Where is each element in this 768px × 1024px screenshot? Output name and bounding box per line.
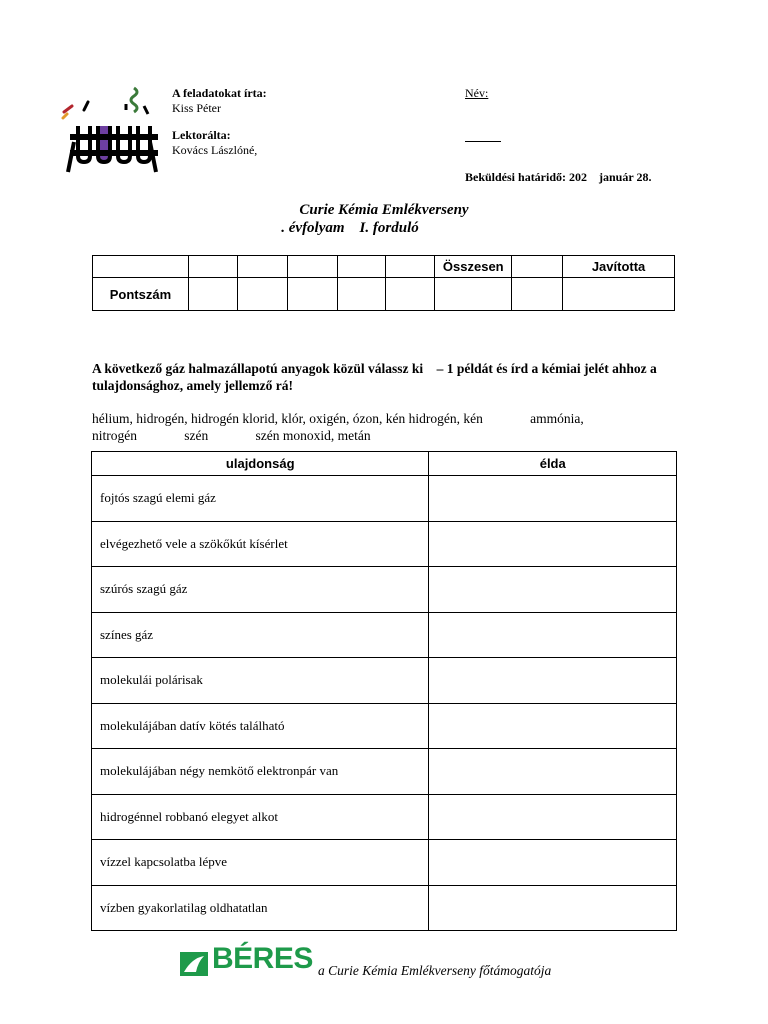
checked-by-cell <box>563 278 675 311</box>
score-cell <box>237 278 287 311</box>
property-cell: molekulájában négy nemkötő elektronpár van <box>92 749 429 795</box>
sponsor-tagline: a Curie Kémia Emlékverseny főtámogatója <box>318 963 552 978</box>
answer-cell[interactable] <box>429 703 677 749</box>
competition-title: Curie Kémia Emlékverseny <box>299 202 469 218</box>
deadline-text: Beküldési határidő: 202 január 28. <box>465 170 652 184</box>
property-cell: molekulái polárisak <box>92 658 429 704</box>
author-name: Kiss Péter <box>172 101 221 115</box>
property-cell: vízzel kapcsolatba lépve <box>92 840 429 886</box>
score-cell <box>287 278 337 311</box>
beres-logo-icon <box>180 952 208 976</box>
answer-cell[interactable] <box>429 521 677 567</box>
answer-cell[interactable] <box>429 794 677 840</box>
score-cell <box>93 256 189 278</box>
substance-list-line-1: hélium, hidrogén, hidrogén klorid, klór, oxigén, ózon, kén hidrogén, kén ammónia, <box>92 411 584 426</box>
points-label: Pontszám <box>93 278 189 311</box>
round-title: . évfolyam I. forduló <box>281 220 419 236</box>
substance-list-line-2: nitrogén szén szén monoxid, metán <box>92 428 371 443</box>
property-cell: vízben gyakorlatilag oldhatatlan <box>92 885 429 931</box>
property-cell: molekulájában datív kötés található <box>92 703 429 749</box>
name-label: Név: <box>465 86 489 100</box>
checked-by-header: Javította <box>563 256 675 278</box>
task-instruction: A következő gáz halmazállapotú anyagok közül válassz ki – 1 példát és írd a kémiai jelét ahhoz a tulajdonsághoz, amely jellemző rá! <box>92 361 661 393</box>
sponsor-brand: BÉRES <box>212 942 313 975</box>
score-table <box>92 255 675 311</box>
test-tube-rack-logo-icon <box>58 84 166 174</box>
answer-cell[interactable] <box>429 749 677 795</box>
score-cell <box>512 278 563 311</box>
answer-cell[interactable] <box>429 567 677 613</box>
property-column-header: ulajdonság <box>92 452 429 476</box>
reviewer-name: Kovács Lászlóné, <box>172 143 258 157</box>
score-cell <box>386 278 435 311</box>
name-line <box>465 141 501 142</box>
property-cell: fojtós szagú elemi gáz <box>92 476 429 522</box>
property-cell: szúrós szagú gáz <box>92 567 429 613</box>
example-column-header: élda <box>429 452 677 476</box>
answer-cell[interactable] <box>429 885 677 931</box>
author-label: A feladatokat írta: <box>172 86 267 100</box>
score-cell <box>287 256 337 278</box>
properties-table <box>91 451 677 931</box>
answer-cell[interactable] <box>429 476 677 522</box>
property-cell: elvégezhető vele a szökőkút kísérlet <box>92 521 429 567</box>
answer-cell[interactable] <box>429 840 677 886</box>
score-cell <box>188 278 237 311</box>
score-cell <box>237 256 287 278</box>
total-cell <box>435 278 512 311</box>
total-header: Összesen <box>435 256 512 278</box>
score-cell <box>386 256 435 278</box>
score-cell <box>337 278 386 311</box>
score-cell <box>188 256 237 278</box>
answer-cell[interactable] <box>429 658 677 704</box>
score-cell <box>512 256 563 278</box>
property-cell: színes gáz <box>92 612 429 658</box>
score-cell <box>337 256 386 278</box>
property-cell: hidrogénnel robbanó elegyet alkot <box>92 794 429 840</box>
answer-cell[interactable] <box>429 612 677 658</box>
reviewer-label: Lektorálta: <box>172 128 231 142</box>
